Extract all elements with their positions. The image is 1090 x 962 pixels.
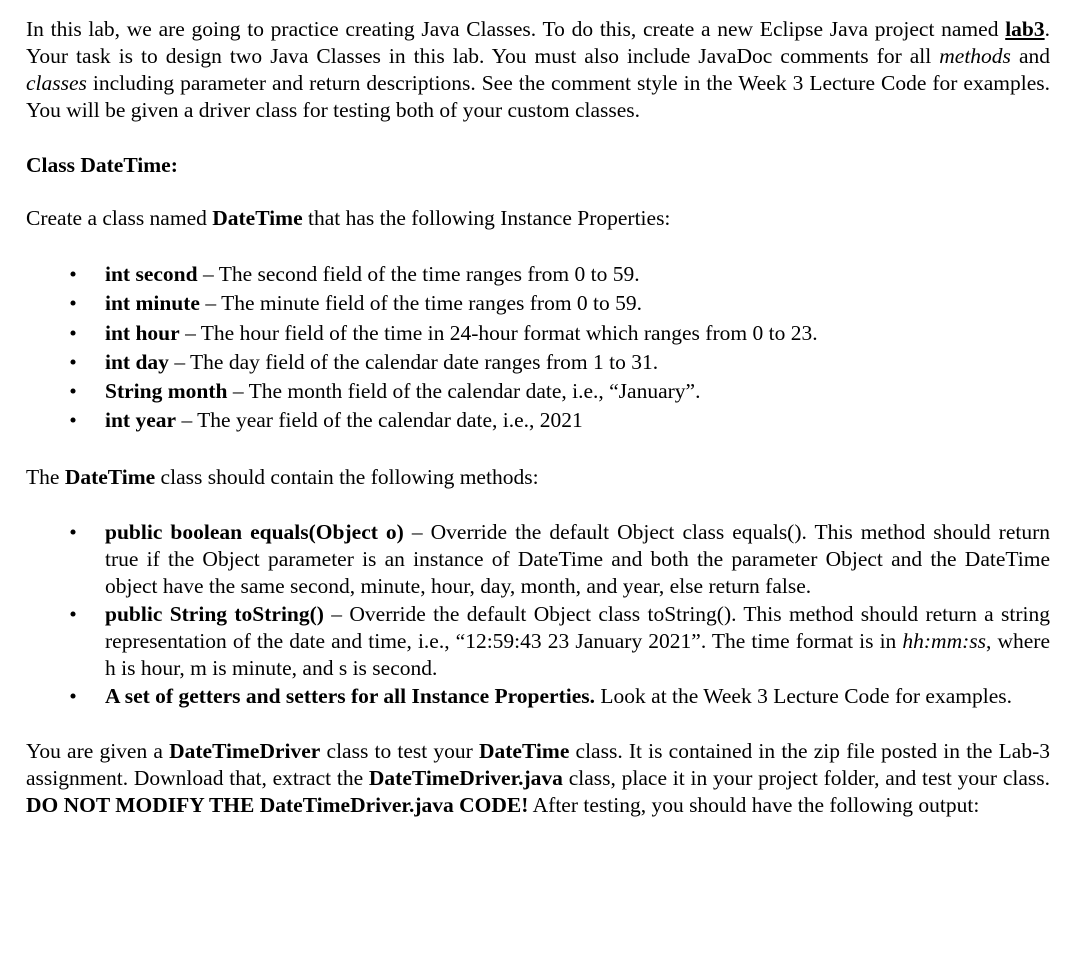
list-item: [26, 289, 1050, 318]
intro-paragraph: [26, 16, 1050, 124]
time-format: hh:mm:ss: [902, 628, 986, 653]
driver-class-name: DateTimeDriver: [169, 738, 321, 763]
property-description: – The year field of the calendar date, i.e., 2021: [176, 408, 583, 433]
bullet-icon: •: [69, 349, 77, 374]
method-signature: A set of getters and setters for all Instance Properties.: [105, 683, 596, 708]
driver-text-1: You are given a: [26, 738, 170, 763]
method-description: – Override the default Object class equals(). This method should return true if the Object parameter is an instance of DateTime and both the parameter Object and the DateTime object have the same second, minute, hour, day, month, and year, else return false.: [105, 519, 1050, 598]
list-item: [26, 519, 1050, 600]
property-name: int minute: [105, 291, 200, 316]
bullet-icon: •: [69, 291, 77, 316]
list-item: [26, 260, 1050, 289]
property-name: int second: [105, 262, 198, 286]
driver-text-5: After testing, you should have the following output:: [528, 792, 980, 817]
driver-warning: DO NOT MODIFY THE DateTimeDriver.java CODE!: [26, 792, 529, 817]
methods-lead: [26, 464, 1050, 491]
bullet-icon: •: [69, 519, 77, 544]
list-item: [26, 406, 1050, 435]
driver-text-4: class, place it in your project folder, and test your class.: [562, 765, 1050, 790]
methods-lead-class-name: DateTime: [64, 464, 156, 489]
method-description-end: , where h is hour, m is minute, and s is second.: [105, 628, 1050, 680]
bullet-icon: •: [69, 683, 77, 708]
bullet-icon: •: [69, 601, 77, 626]
driver-paragraph: [26, 738, 1050, 819]
bullet-icon: •: [69, 408, 77, 433]
property-name: int hour: [105, 320, 180, 345]
intro-text-3: and: [1010, 44, 1050, 68]
list-item: [26, 319, 1050, 348]
properties-list: [26, 260, 1050, 436]
property-description: – The month field of the calendar date, i.e., “January”.: [227, 379, 701, 404]
methods-lead-text-1: The: [26, 464, 65, 489]
property-name: int year: [105, 408, 177, 433]
method-signature: public String toString(): [105, 601, 324, 626]
method-description: Look at the Week 3 Lecture Code for examples.: [595, 683, 1012, 708]
list-item: [26, 683, 1050, 710]
properties-lead-text-2: that has the following Instance Properties:: [302, 206, 671, 230]
property-name: String month: [105, 379, 228, 404]
list-item: [26, 601, 1050, 682]
list-item: [26, 348, 1050, 377]
methods-list: [26, 519, 1050, 710]
driver-file-name: DateTimeDriver.java: [368, 765, 563, 790]
classes-word: classes: [26, 71, 87, 95]
driver-text-2: class to test your: [320, 738, 479, 763]
methods-word: methods: [939, 44, 1011, 68]
property-description: – The second field of the time ranges from 0 to 59.: [197, 262, 640, 286]
property-description: – The hour field of the time in 24-hour format which ranges from 0 to 23.: [179, 320, 818, 345]
list-item: [26, 377, 1050, 406]
methods-lead-text-2: class should contain the following methods:: [155, 464, 539, 489]
properties-lead-text-1: Create a class named: [26, 206, 213, 230]
driver-text-3: class. It is contained in the zip file posted in the Lab-3 assignment. Download that, extract the: [26, 738, 1050, 790]
properties-lead-class-name: DateTime: [212, 206, 303, 230]
bullet-icon: •: [69, 262, 77, 286]
property-description: – The minute field of the time ranges from 0 to 59.: [199, 291, 643, 316]
intro-text-4: including parameter and return descriptions. See the comment style in the Week 3 Lecture Code for examples. You will be given a driver class for testing both of your custom classes.: [26, 71, 1050, 122]
bullet-icon: •: [69, 379, 77, 404]
intro-text-2: . Your task is to design two Java Classes in this lab. You must also include JavaDoc comments for all: [26, 17, 1050, 68]
bullet-icon: •: [69, 320, 77, 345]
driver-target-class: DateTime: [479, 738, 570, 763]
properties-lead: [26, 205, 1050, 232]
class-heading: Class DateTime:: [26, 153, 178, 177]
property-description: – The day field of the calendar date ranges from 1 to 31.: [168, 349, 659, 374]
intro-text-1: In this lab, we are going to practice creating Java Classes. To do this, create a new Eclipse Java project named: [26, 17, 1006, 41]
method-signature: public boolean equals(Object o): [105, 519, 404, 544]
method-description: – Override the default Object class toString(). This method should return a string representation of the date and time, i.e., “12:59:43 23 January 2021”. The time format is in: [105, 601, 1050, 653]
property-name: int day: [105, 349, 169, 374]
project-name: lab3: [1005, 17, 1045, 41]
